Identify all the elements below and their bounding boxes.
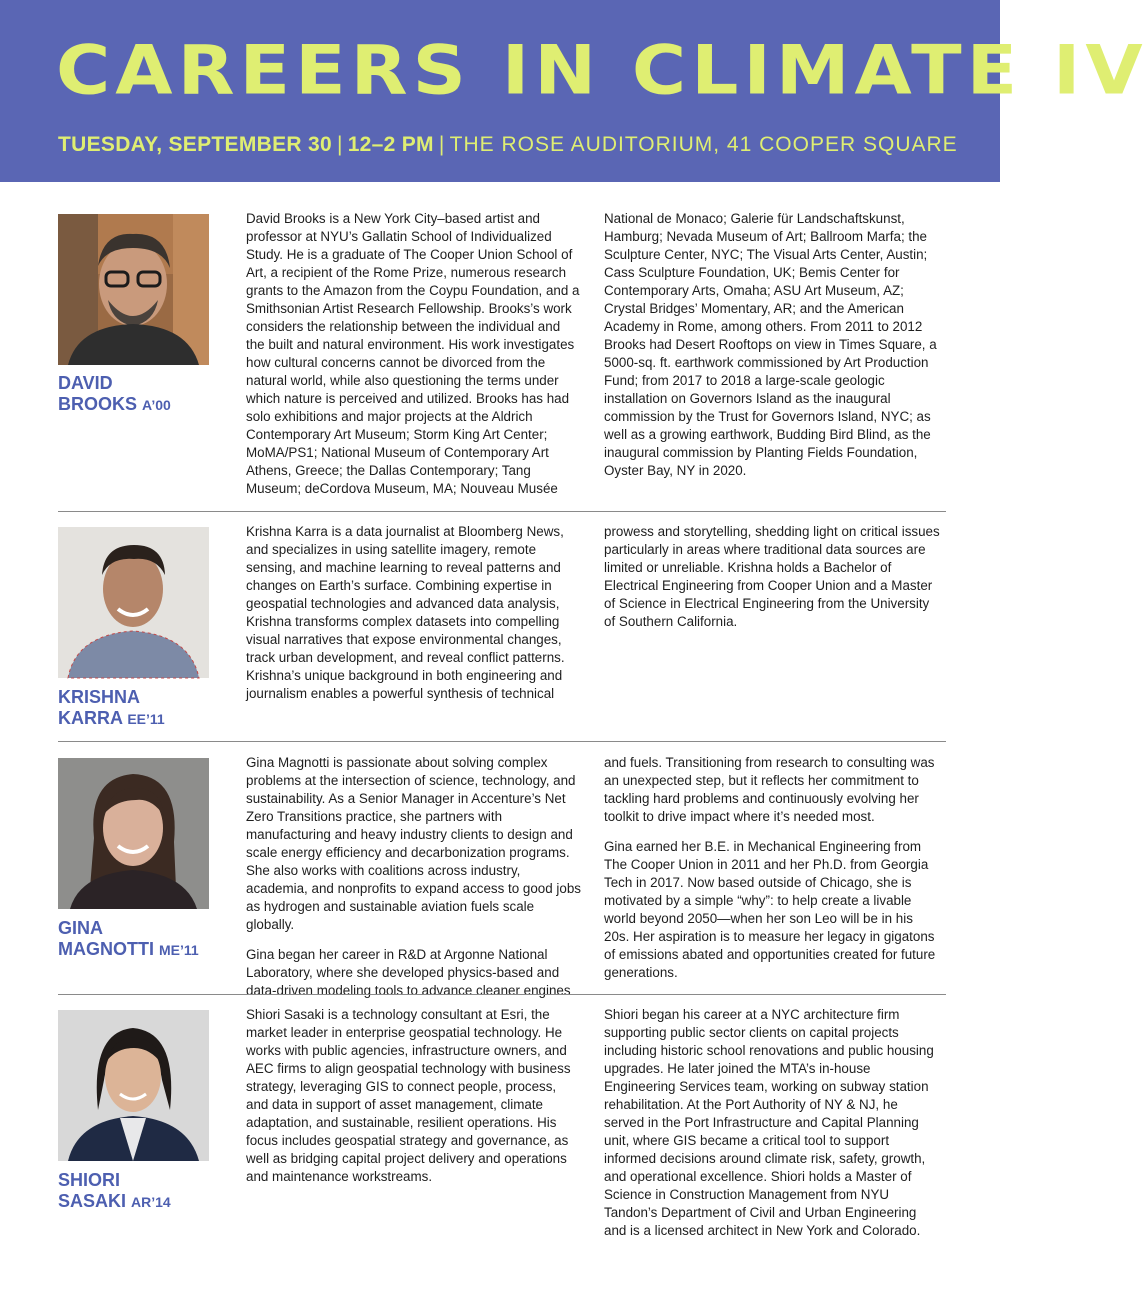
speaker-class-year: EE’11 xyxy=(127,711,165,727)
portrait-image xyxy=(58,758,209,909)
bio-paragraph: Krishna Karra is a data journalist at Bloomberg News, and specializes in using satellite imagery, remote sensing, and machine learning to reveal patterns and changes on Earth’s surface. Combining expertise in geospatial technologies and advanced data analysis, Krishna transforms complex datasets into compelling visual narratives that expose environmental changes, track urban development, and reveal conflict patterns. Krishna’s unique background in both engineering and journalism enables a powerful synthesis of technical xyxy=(246,524,565,701)
bio-paragraph: Gina Magnotti is passionate about solving complex problems at the intersection of science, technology, and sustainability. As a Senior Manager in Accenture’s Net Zero Transitions practice, she partners with manufacturing and heavy industry clients to design and scale energy efficiency and decarbonization programs. She also works with coalitions across industry, academia, and nonprofits to expand access to good jobs as hydrogen and sustainable aviation fuels scale globally. xyxy=(246,755,581,932)
bio-column-2 xyxy=(604,523,940,643)
bio-column-1 xyxy=(246,523,582,715)
bio-paragraph: National de Monaco; Galerie für Landschaftskunst, Hamburg; Nevada Museum of Art; Ballroom Marfa; the Sculpture Center, NYC; The Visual Arts Center, Austin; Cass Sculpture Foundation, UK; Bemis Center for Contemporary Arts, Omaha; ASU Art Museum, AZ; Crystal Bridges’ Momentary, AR; and the American Academy in Rome, among others. From 2011 to 2012 Brooks had Desert Rooftops on view in Times Square, a 5000-sq. ft. earthwork commissioned by Art Production Fund; from 2017 to 2018 a large-scale geologic installation on Governors Island as the inaugural commission by the Trust for Governors Island, NYC; as well as a growing earthwork, Budding Bird Blind, as the inaugural commission by Planting Fields Foundation, Oyster Bay, NY in 2020. xyxy=(604,211,937,478)
bio-paragraph: Gina began her career in R&D at Argonne National Laboratory, where she developed physics-based and data-driven modeling tools to advance cleaner engines xyxy=(246,947,571,998)
speaker-photo xyxy=(58,1010,209,1161)
speaker-profile-gina-magnotti xyxy=(58,755,946,998)
bio-paragraph: Gina earned her B.E. in Mechanical Engineering from The Cooper Union in 2011 and her Ph.D. from Georgia Tech in 2017. Now based outside of Chicago, she is motivated by a simple “why”: to help create a livable world beyond 2050—when her son Leo will be in his 20s. Her aspiration is to measure her legacy in gigatons of emissions abated and opportunities created for future generations. xyxy=(604,839,936,980)
bio-paragraph: Shiori began his career at a NYC architecture firm supporting public sector clients on capital projects including historic school renovations and public housing upgrades. He later joined the MTA’s in-house Engineering Services team, working on subway station rehabilitation. At the Port Authority of NY & NJ, he served in the Port Infrastructure and Capital Planning unit, where GIS became a critical tool to support informed decisions around climate risk, safety, growth, and operational excellence. Shiori holds a Master of Science in Construction Management from NYU Tandon’s Department of Civil and Urban Engineering and is a licensed architect in New York and Colorado. xyxy=(604,1007,934,1238)
speaker-class-year: ME’11 xyxy=(159,942,199,958)
bio-paragraph: and fuels. Transitioning from research to consulting was an unexpected step, but it reflects her commitment to tackling hard problems and continuously evolving her toolkit to drive impact where it’s needed most. xyxy=(604,755,935,824)
speaker-name xyxy=(58,373,243,416)
bio-column-1 xyxy=(246,210,582,510)
speaker-last-name: SASAKI xyxy=(58,1191,127,1211)
event-details xyxy=(58,131,958,159)
bio-column-2 xyxy=(604,1006,940,1252)
event-title: CAREERS IN CLIMATE IV xyxy=(56,30,1148,111)
event-time: 12–2 PM xyxy=(347,133,434,156)
speaker-last-name: MAGNOTTI xyxy=(58,939,154,959)
speaker-photo xyxy=(58,758,209,909)
speaker-name xyxy=(58,687,243,730)
speaker-class-year: A’00 xyxy=(142,397,171,413)
bio-column-2 xyxy=(604,210,940,492)
speaker-first-name: SHIORI xyxy=(58,1170,121,1190)
speaker-profile-krishna-karra xyxy=(58,524,946,732)
bio-paragraph: David Brooks is a New York City–based artist and professor at NYU’s Gallatin School of Individualized Study. He is a graduate of The Cooper Union School of Art, a recipient of the Rome Prize, numerous research grants to the Amazon from the Coypu Foundation, and a Smithsonian Artist Research Fellowship. Brooks’s work considers the relationship between the individual and the built and natural environment. His work investigates how cultural concerns cannot be divorced from the natural world, while also questioning the terms under which nature is perceived and utilized. Brooks has had solo exhibitions and major projects at the Aldrich Contemporary Art Museum; Storm King Art Center; MoMA/PS1; National Museum of Contemporary Art Athens, Greece; the Dallas Contemporary; Tang Museum; deCordova Museum, MA; Nouveau Musée xyxy=(246,211,580,496)
bio-column-2 xyxy=(604,754,940,994)
event-date: TUESDAY, SEPTEMBER 30 xyxy=(58,133,332,156)
portrait-image xyxy=(58,1010,209,1161)
speaker-last-name: BROOKS xyxy=(58,394,138,414)
section-divider xyxy=(58,741,946,742)
bio-paragraph: Shiori Sasaki is a technology consultant at Esri, the market leader in enterprise geospatial technology. He works with public agencies, infrastructure owners, and AEC firms to align geospatial technology with business strategy, leveraging GIS to connect people, process, and data in support of asset management, climate adaptation, and sustainable, resilient operations. His focus includes geospatial strategy and governance, as well as bridging capital project delivery and operations and maintenance workstreams. xyxy=(246,1007,571,1184)
speaker-photo xyxy=(58,527,209,678)
separator: | xyxy=(438,133,445,156)
bio-paragraph: prowess and storytelling, shedding light on critical issues particularly in areas where traditional data sources are limited or unreliable. Krishna holds a Bachelor of Electrical Engineering from Cooper Union and a Master of Science in Electrical Engineering from the University of Southern California. xyxy=(604,524,940,629)
speaker-profile-david-brooks xyxy=(58,211,946,504)
bio-column-1 xyxy=(246,754,582,1012)
speaker-profile-shiori-sasaki xyxy=(58,1007,946,1250)
event-venue: THE ROSE AUDITORIUM, 41 COOPER SQUARE xyxy=(449,133,958,156)
speaker-last-name: KARRA xyxy=(58,708,123,728)
separator: | xyxy=(336,133,343,156)
speaker-first-name: DAVID xyxy=(58,373,113,393)
bio-column-1 xyxy=(246,1006,582,1198)
portrait-image xyxy=(58,527,209,678)
speaker-class-year: AR’14 xyxy=(131,1194,171,1210)
speaker-name xyxy=(58,1170,243,1213)
section-divider xyxy=(58,994,946,995)
speaker-first-name: GINA xyxy=(58,918,103,938)
speaker-name xyxy=(58,918,243,961)
section-divider xyxy=(58,511,946,512)
speaker-photo xyxy=(58,214,209,365)
portrait-image xyxy=(58,214,209,365)
header-banner xyxy=(0,0,1148,182)
speaker-first-name: KRISHNA xyxy=(58,687,141,707)
